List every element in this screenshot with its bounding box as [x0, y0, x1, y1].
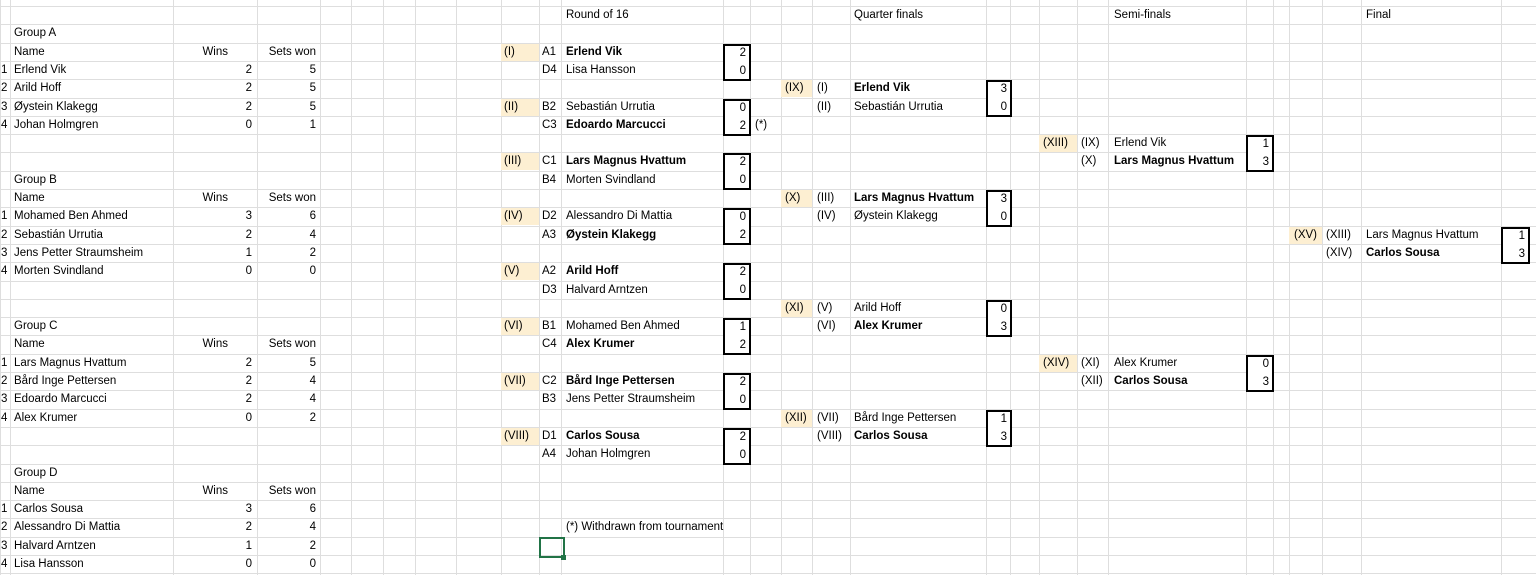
score-box: [723, 373, 751, 410]
match-seed: D1: [542, 430, 557, 442]
withdrawn-note: (*): [755, 119, 768, 131]
match-id: (X): [785, 192, 801, 204]
group-player-name: Edoardo Marcucci: [14, 393, 107, 405]
group-header-name: Name: [14, 192, 45, 204]
match-id: (VII): [504, 375, 526, 387]
score-value: 3: [1000, 83, 1007, 95]
row-gridline: [0, 152, 1536, 153]
group-header-sets: Sets won: [268, 46, 316, 58]
match-seed: C4: [542, 338, 557, 350]
group-sets-won: 2: [309, 540, 316, 552]
match-player: Morten Svindland: [566, 174, 656, 186]
group-header-name: Name: [14, 338, 45, 350]
row-gridline: [0, 335, 1536, 336]
match-seed: (V): [817, 302, 833, 314]
match-player: Alex Krumer: [854, 320, 923, 332]
group-player-name: Morten Svindland: [14, 265, 104, 277]
score-value: 3: [1518, 248, 1525, 260]
group-sets-won: 4: [309, 393, 316, 405]
column-gridline: [10, 0, 11, 575]
score-value: 1: [1000, 413, 1007, 425]
group-rank: 1: [1, 503, 8, 515]
score-box: [723, 428, 751, 465]
match-seed: (XIII): [1326, 229, 1351, 241]
group-rank: 3: [1, 540, 8, 552]
match-player: Halvard Arntzen: [566, 284, 648, 296]
match-seed: A3: [542, 229, 557, 241]
score-value: 3: [1000, 193, 1007, 205]
group-wins: 2: [245, 229, 252, 241]
match-id: (XV): [1294, 229, 1317, 241]
score-value: 0: [739, 284, 746, 296]
score-value: 0: [1262, 358, 1269, 370]
column-gridline: [501, 0, 502, 575]
match-player: Lars Magnus Hvattum: [1366, 229, 1479, 241]
match-player: Alessandro Di Mattia: [566, 210, 673, 222]
column-gridline: [1077, 0, 1078, 575]
group-sets-won: 0: [309, 558, 316, 570]
group-rank: 2: [1, 375, 8, 387]
group-sets-won: 4: [309, 375, 316, 387]
group-rank: 2: [1, 521, 8, 533]
column-gridline: [456, 0, 457, 575]
score-value: 2: [739, 120, 746, 132]
match-player: Jens Petter Straumsheim: [566, 393, 696, 405]
group-wins: 1: [245, 540, 252, 552]
match-id: (XI): [785, 302, 804, 314]
row-gridline: [0, 43, 1536, 44]
group-player-name: Mohamed Ben Ahmed: [14, 210, 128, 222]
score-box: [723, 153, 751, 190]
match-id: (XIII): [1043, 137, 1068, 149]
group-wins: 0: [245, 119, 252, 131]
column-gridline: [561, 0, 562, 575]
match-player: Sebastián Urrutia: [566, 101, 655, 113]
group-title: Group C: [14, 320, 58, 332]
score-value: 2: [739, 431, 746, 443]
score-box: [1246, 355, 1274, 392]
match-seed: D2: [542, 210, 557, 222]
group-player-name: Carlos Sousa: [14, 503, 84, 515]
score-value: 0: [739, 211, 746, 223]
match-seed: (X): [1081, 155, 1097, 167]
group-header-name: Name: [14, 46, 45, 58]
match-id: (XII): [785, 412, 807, 424]
group-player-name: Johan Holmgren: [14, 119, 99, 131]
match-seed: (III): [817, 192, 835, 204]
group-rank: 3: [1, 101, 8, 113]
group-sets-won: 4: [309, 229, 316, 241]
group-sets-won: 6: [309, 210, 316, 222]
score-value: 0: [739, 394, 746, 406]
score-value: 3: [1000, 321, 1007, 333]
match-seed: (XII): [1081, 375, 1103, 387]
group-rank: 4: [1, 265, 8, 277]
match-seed: C3: [542, 119, 557, 131]
group-header-wins: Wins: [202, 46, 228, 58]
score-box: [723, 99, 751, 136]
match-seed: A1: [542, 46, 557, 58]
row-gridline: [0, 281, 1536, 282]
match-seed: (IV): [817, 210, 836, 222]
score-value: 1: [1518, 230, 1525, 242]
match-player: Erlend Vik: [566, 46, 623, 58]
group-title: Group B: [14, 174, 57, 186]
match-id: (XIV): [1043, 357, 1070, 369]
group-sets-won: 2: [309, 247, 316, 259]
row-gridline: [0, 299, 1536, 300]
match-player: Carlos Sousa: [1366, 247, 1440, 259]
group-player-name: Sebastián Urrutia: [14, 229, 103, 241]
score-value: 0: [1000, 303, 1007, 315]
column-gridline: [415, 0, 416, 575]
header-quarter-finals: Quarter finals: [854, 9, 924, 21]
score-value: 2: [739, 156, 746, 168]
group-header-wins: Wins: [202, 192, 228, 204]
score-box: [1246, 135, 1274, 172]
group-sets-won: 5: [309, 101, 316, 113]
match-player: Alex Krumer: [566, 338, 635, 350]
match-seed: B3: [542, 393, 557, 405]
group-player-name: Alex Krumer: [14, 412, 78, 424]
score-box: [986, 300, 1012, 337]
column-gridline: [173, 0, 174, 575]
column-gridline: [850, 0, 851, 575]
column-gridline: [351, 0, 352, 575]
match-seed: A4: [542, 448, 557, 460]
match-player: Lisa Hansson: [566, 64, 636, 76]
group-rank: 3: [1, 247, 8, 259]
header-round-of-16: Round of 16: [566, 9, 629, 21]
match-seed: C1: [542, 155, 557, 167]
group-rank: 2: [1, 229, 8, 241]
row-gridline: [0, 171, 1536, 172]
score-value: 0: [1000, 211, 1007, 223]
group-player-name: Erlend Vik: [14, 64, 67, 76]
group-sets-won: 0: [309, 265, 316, 277]
column-gridline: [1246, 0, 1247, 575]
match-seed: B1: [542, 320, 557, 332]
score-value: 1: [1262, 138, 1269, 150]
column-gridline: [320, 0, 321, 575]
group-rank: 2: [1, 82, 8, 94]
row-gridline: [0, 134, 1536, 135]
match-seed: B2: [542, 101, 557, 113]
match-player: Øystein Klakegg: [566, 229, 657, 241]
score-value: 3: [1262, 376, 1269, 388]
group-player-name: Lars Magnus Hvattum: [14, 357, 127, 369]
match-seed: (VIII): [817, 430, 842, 442]
score-box: [1501, 227, 1530, 264]
row-gridline: [0, 482, 1536, 483]
group-wins: 2: [245, 82, 252, 94]
match-player: Erlend Vik: [1114, 137, 1167, 149]
group-header-wins: Wins: [202, 338, 228, 350]
group-sets-won: 4: [309, 521, 316, 533]
match-player: Erlend Vik: [854, 82, 911, 94]
group-header-sets: Sets won: [268, 192, 316, 204]
score-box: [723, 208, 751, 245]
group-header-name: Name: [14, 485, 45, 497]
match-player: Edoardo Marcucci: [566, 119, 666, 131]
group-rank: 1: [1, 210, 8, 222]
group-header-sets: Sets won: [268, 485, 316, 497]
group-header-sets: Sets won: [268, 338, 316, 350]
match-player: Arild Hoff: [566, 265, 619, 277]
group-player-name: Alessandro Di Mattia: [14, 521, 121, 533]
match-player: Lars Magnus Hvattum: [566, 155, 687, 167]
match-player: Øystein Klakegg: [854, 210, 938, 222]
match-id: (IV): [504, 210, 523, 222]
group-sets-won: 5: [309, 64, 316, 76]
match-player: Mohamed Ben Ahmed: [566, 320, 680, 332]
group-player-name: Bård Inge Pettersen: [14, 375, 117, 387]
group-wins: 0: [245, 558, 252, 570]
score-box: [986, 410, 1012, 447]
group-player-name: Øystein Klakegg: [14, 101, 98, 113]
match-seed: (XI): [1081, 357, 1100, 369]
score-value: 3: [1262, 156, 1269, 168]
group-sets-won: 5: [309, 82, 316, 94]
score-value: 1: [739, 321, 746, 333]
group-title: Group D: [14, 467, 58, 479]
group-rank: 4: [1, 119, 8, 131]
score-box: [723, 318, 751, 355]
column-gridline: [383, 0, 384, 575]
group-rank: 1: [1, 357, 8, 369]
match-seed: D4: [542, 64, 557, 76]
group-player-name: Halvard Arntzen: [14, 540, 96, 552]
row-gridline: [0, 573, 1536, 574]
group-wins: 2: [245, 521, 252, 533]
group-sets-won: 1: [309, 119, 316, 131]
score-value: 2: [739, 47, 746, 59]
match-player: Carlos Sousa: [854, 430, 928, 442]
row-gridline: [0, 24, 1536, 25]
group-wins: 2: [245, 64, 252, 76]
score-value: 2: [739, 376, 746, 388]
group-wins: 2: [245, 393, 252, 405]
row-gridline: [0, 427, 1536, 428]
row-gridline: [0, 6, 1536, 7]
match-seed: (II): [817, 101, 832, 113]
row-gridline: [0, 317, 1536, 318]
score-box: [723, 263, 751, 300]
match-player: Bård Inge Pettersen: [566, 375, 675, 387]
match-seed: C2: [542, 375, 557, 387]
footnote: (*) Withdrawn from tournament: [566, 521, 724, 533]
match-id: (IX): [785, 82, 804, 94]
column-gridline: [257, 0, 258, 575]
score-value: 2: [739, 229, 746, 241]
match-id: (II): [504, 101, 519, 113]
match-seed: (XIV): [1326, 247, 1353, 259]
score-value: 0: [739, 174, 746, 186]
match-player: Arild Hoff: [854, 302, 902, 314]
group-wins: 3: [245, 210, 252, 222]
group-sets-won: 5: [309, 357, 316, 369]
group-title: Group A: [14, 27, 57, 39]
match-player: Bård Inge Pettersen: [854, 412, 957, 424]
group-player-name: Arild Hoff: [14, 82, 62, 94]
score-box: [723, 44, 751, 81]
column-gridline: [539, 0, 540, 575]
group-wins: 0: [245, 412, 252, 424]
header-final: Final: [1366, 9, 1391, 21]
group-rank: 4: [1, 412, 8, 424]
match-seed: (VII): [817, 412, 839, 424]
group-rank: 1: [1, 64, 8, 76]
match-player: Lars Magnus Hvattum: [854, 192, 975, 204]
group-wins: 2: [245, 357, 252, 369]
match-player: Alex Krumer: [1114, 357, 1178, 369]
match-seed: (IX): [1081, 137, 1100, 149]
column-gridline: [1108, 0, 1109, 575]
group-wins: 3: [245, 503, 252, 515]
score-value: 0: [739, 102, 746, 114]
row-gridline: [0, 189, 1536, 190]
group-player-name: Jens Petter Straumsheim: [14, 247, 144, 259]
fill-handle[interactable]: [561, 555, 566, 560]
score-value: 0: [1000, 101, 1007, 113]
group-wins: 2: [245, 375, 252, 387]
column-gridline: [1322, 0, 1323, 575]
score-value: 2: [739, 266, 746, 278]
score-value: 0: [739, 65, 746, 77]
header-semi-finals: Semi-finals: [1114, 9, 1171, 21]
group-player-name: Lisa Hansson: [14, 558, 84, 570]
match-id: (III): [504, 155, 522, 167]
row-gridline: [0, 445, 1536, 446]
match-player: Sebastián Urrutia: [854, 101, 943, 113]
group-sets-won: 6: [309, 503, 316, 515]
match-seed: (I): [817, 82, 828, 94]
match-id: (V): [504, 265, 520, 277]
column-gridline: [1273, 0, 1274, 575]
score-value: 2: [739, 339, 746, 351]
row-gridline: [0, 464, 1536, 465]
match-player: Carlos Sousa: [566, 430, 640, 442]
match-seed: A2: [542, 265, 557, 277]
column-gridline: [812, 0, 813, 575]
column-gridline: [1039, 0, 1040, 575]
score-box: [986, 80, 1012, 117]
score-value: 3: [1000, 431, 1007, 443]
group-sets-won: 2: [309, 412, 316, 424]
match-seed: (VI): [817, 320, 836, 332]
group-rank: 3: [1, 393, 8, 405]
match-player: Johan Holmgren: [566, 448, 651, 460]
group-rank: 4: [1, 558, 8, 570]
column-gridline: [1501, 0, 1502, 575]
group-wins: 0: [245, 265, 252, 277]
match-id: (I): [504, 46, 515, 58]
match-id: (VIII): [504, 430, 529, 442]
score-box: [986, 190, 1012, 227]
match-seed: D3: [542, 284, 557, 296]
group-header-wins: Wins: [202, 485, 228, 497]
match-id: (VI): [504, 320, 523, 332]
group-wins: 2: [245, 101, 252, 113]
group-wins: 1: [245, 247, 252, 259]
match-player: Carlos Sousa: [1114, 375, 1188, 387]
column-gridline: [1289, 0, 1290, 575]
match-player: Lars Magnus Hvattum: [1114, 155, 1235, 167]
match-seed: B4: [542, 174, 557, 186]
score-value: 0: [739, 449, 746, 461]
column-gridline: [1361, 0, 1362, 575]
